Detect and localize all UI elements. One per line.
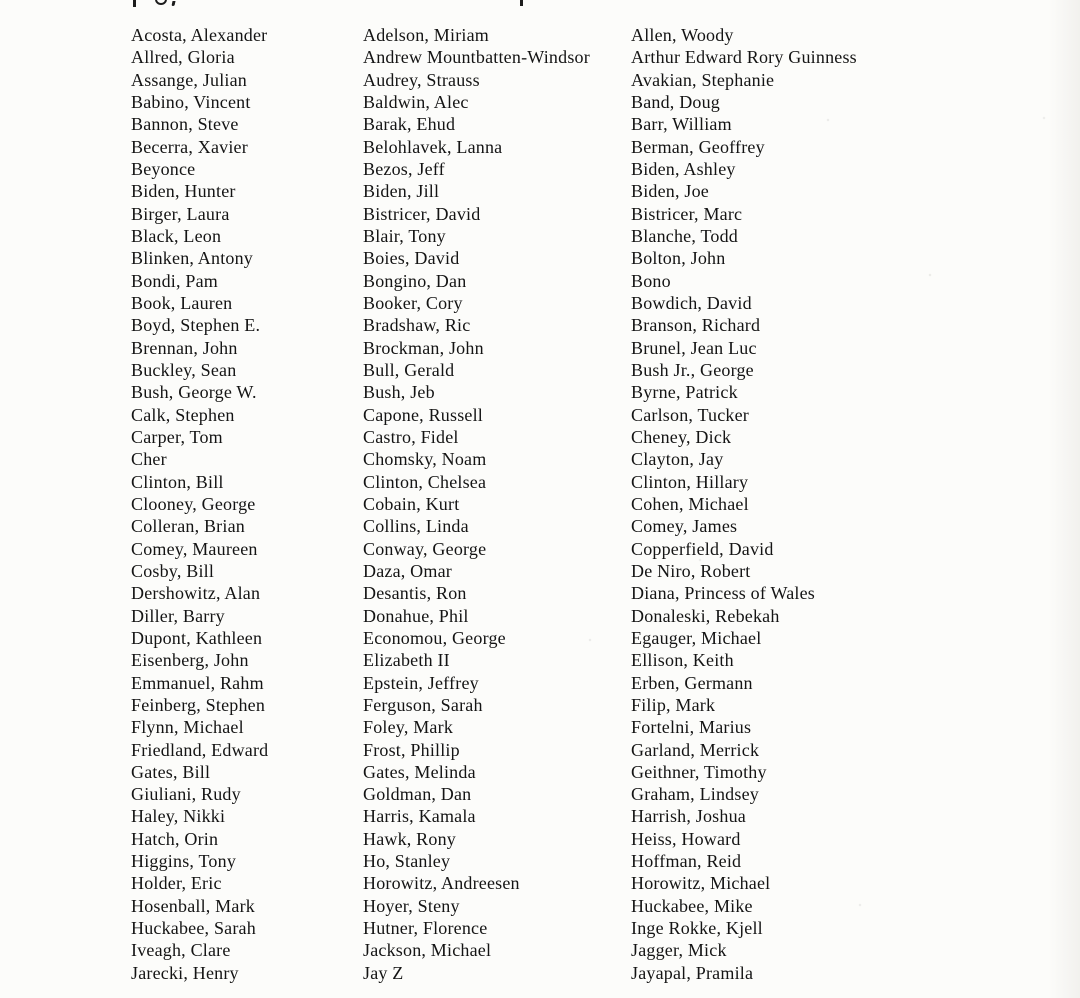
list-item: Boyd, Stephen E. xyxy=(131,315,261,336)
list-item: Bull, Gerald xyxy=(363,359,455,380)
list-item: Bush, Jeb xyxy=(363,382,435,403)
list-item: Conway, George xyxy=(363,538,487,559)
list-item: Donaleski, Rebekah xyxy=(631,605,780,626)
list-item: Feinberg, Stephen xyxy=(131,694,266,715)
list-item: Huckabee, Mike xyxy=(631,895,753,916)
list-item: Beyonce xyxy=(131,158,196,179)
list-item: Hawk, Rony xyxy=(363,828,456,849)
list-item: Ferguson, Sarah xyxy=(363,694,483,715)
list-item: Adelson, Miriam xyxy=(363,25,489,45)
list-item: Geithner, Timothy xyxy=(631,761,767,782)
list-item: Cheney, Dick xyxy=(631,426,732,447)
list-item: Andrew Mountbatten-Windsor xyxy=(363,47,590,68)
list-item: Dershowitz, Alan xyxy=(131,583,261,604)
list-item: Jarecki, Henry xyxy=(131,962,239,983)
list-item: Holder, Eric xyxy=(131,873,222,894)
list-item: Horowitz, Andreesen xyxy=(363,873,520,894)
list-item: Bongino, Dan xyxy=(363,270,467,291)
list-item: Inge Rokke, Kjell xyxy=(631,918,763,939)
list-item: Capone, Russell xyxy=(363,404,483,425)
list-item: Bezos, Jeff xyxy=(363,158,445,179)
list-item: Biden, Ashley xyxy=(631,158,736,179)
list-item: Horowitz, Michael xyxy=(631,873,771,894)
list-item: Gates, Melinda xyxy=(363,761,476,782)
list-item: Epstein, Jeffrey xyxy=(363,672,479,693)
list-item: Ellison, Keith xyxy=(631,650,734,671)
text-descender-mark xyxy=(133,0,136,7)
list-item: Bowdich, David xyxy=(631,292,752,313)
list-item: Belohlavek, Lanna xyxy=(363,136,503,157)
list-item: Babino, Vincent xyxy=(131,91,251,112)
list-item: Filip, Mark xyxy=(631,694,716,715)
list-item: Brockman, John xyxy=(363,337,484,358)
list-item: Audrey, Strauss xyxy=(363,69,480,90)
list-item: Hoyer, Steny xyxy=(363,895,460,916)
list-item: Allred, Gloria xyxy=(131,47,235,68)
list-item: Biden, Jill xyxy=(363,181,440,202)
list-item: Iveagh, Clare xyxy=(131,940,231,961)
list-item: Hoffman, Reid xyxy=(631,851,742,872)
list-item: Bistricer, David xyxy=(363,203,481,224)
list-item: Barak, Ehud xyxy=(363,114,456,135)
list-item: Donahue, Phil xyxy=(363,605,469,626)
list-item: Blinken, Antony xyxy=(131,248,254,269)
list-item: Bono xyxy=(631,270,671,291)
list-item: Eisenberg, John xyxy=(131,650,249,671)
list-item: Garland, Merrick xyxy=(631,739,760,760)
list-item: Cher xyxy=(131,449,167,470)
list-item: Bannon, Steve xyxy=(131,114,239,135)
list-item: Buckley, Sean xyxy=(131,359,237,380)
list-item: Baldwin, Alec xyxy=(363,91,469,112)
list-item: Becerra, Xavier xyxy=(131,136,248,157)
list-item: Giuliani, Rudy xyxy=(131,784,241,805)
list-item: Brennan, John xyxy=(131,337,238,358)
list-item: Emmanuel, Rahm xyxy=(131,672,264,693)
list-item: Hosenball, Mark xyxy=(131,895,255,916)
list-item: Carper, Tom xyxy=(131,426,223,447)
list-item: Diller, Barry xyxy=(131,605,225,626)
name-column-3 xyxy=(631,24,857,984)
list-item: Berman, Geoffrey xyxy=(631,136,765,157)
text-descender-mark xyxy=(171,1,175,6)
list-item: Band, Doug xyxy=(631,91,720,112)
list-item: Higgins, Tony xyxy=(131,851,237,872)
text-descender-mark xyxy=(155,0,167,5)
list-item: Graham, Lindsey xyxy=(631,784,759,805)
list-item: Acosta, Alexander xyxy=(131,25,268,45)
list-item: Book, Lauren xyxy=(131,292,233,313)
list-item: Gates, Bill xyxy=(131,761,211,782)
list-item: Clinton, Bill xyxy=(131,471,224,492)
list-item: Bush, George W. xyxy=(131,382,257,403)
list-item: Goldman, Dan xyxy=(363,784,472,805)
list-item: Jagger, Mick xyxy=(631,940,727,961)
list-item: Boies, David xyxy=(363,248,460,269)
list-item: Black, Leon xyxy=(131,225,222,246)
list-item: Blanche, Todd xyxy=(631,225,738,246)
list-item: Clinton, Hillary xyxy=(631,471,749,492)
list-item: Erben, Germann xyxy=(631,672,753,693)
list-item: Copperfield, David xyxy=(631,538,774,559)
list-item: Dupont, Kathleen xyxy=(131,627,263,648)
list-item: Bistricer, Marc xyxy=(631,203,743,224)
clipped-text-artifact xyxy=(0,0,1080,9)
list-item: Flynn, Michael xyxy=(131,717,244,738)
list-item: Chomsky, Noam xyxy=(363,449,487,470)
list-item: Harrish, Joshua xyxy=(631,806,746,827)
list-item: Bondi, Pam xyxy=(131,270,219,291)
list-item: Diana, Princess of Wales xyxy=(631,583,815,604)
list-item: Clinton, Chelsea xyxy=(363,471,487,492)
list-item: Calk, Stephen xyxy=(131,404,235,425)
list-item: Blair, Tony xyxy=(363,225,446,246)
list-item: Egauger, Michael xyxy=(631,627,762,648)
list-item: Comey, James xyxy=(631,516,738,537)
list-item: Foley, Mark xyxy=(363,717,454,738)
list-item: Byrne, Patrick xyxy=(631,382,738,403)
list-item: Ho, Stanley xyxy=(363,851,451,872)
list-item: Cobain, Kurt xyxy=(363,493,460,514)
list-item: Arthur Edward Rory Guinness xyxy=(631,47,857,68)
list-item: Economou, George xyxy=(363,627,506,648)
list-item: Assange, Julian xyxy=(131,69,247,90)
list-item: Heiss, Howard xyxy=(631,828,741,849)
list-item: Carlson, Tucker xyxy=(631,404,750,425)
list-item: Birger, Laura xyxy=(131,203,230,224)
list-item: Bradshaw, Ric xyxy=(363,315,471,336)
list-item: Huckabee, Sarah xyxy=(131,918,256,939)
list-item: Clooney, George xyxy=(131,493,256,514)
list-item: Comey, Maureen xyxy=(131,538,258,559)
list-item: Bush Jr., George xyxy=(631,359,754,380)
list-item: Cosby, Bill xyxy=(131,560,215,581)
list-item: Booker, Cory xyxy=(363,292,463,313)
list-item: Barr, William xyxy=(631,114,732,135)
text-descender-mark xyxy=(520,0,523,6)
list-item: Jayapal, Pramila xyxy=(631,962,754,983)
list-item: Allen, Woody xyxy=(631,25,734,45)
list-item: Fortelni, Marius xyxy=(631,717,752,738)
list-item: Elizabeth II xyxy=(363,650,450,671)
list-item: Hutner, Florence xyxy=(363,918,488,939)
list-item: Bolton, John xyxy=(631,248,726,269)
list-item: Desantis, Ron xyxy=(363,583,467,604)
name-column-1 xyxy=(131,24,268,984)
list-item: Clayton, Jay xyxy=(631,449,724,470)
list-item: Colleran, Brian xyxy=(131,516,245,537)
list-item: Collins, Linda xyxy=(363,516,469,537)
list-item: Brunel, Jean Luc xyxy=(631,337,757,358)
list-item: Jackson, Michael xyxy=(363,940,492,961)
list-item: Jay Z xyxy=(363,962,404,983)
list-item: Cohen, Michael xyxy=(631,493,749,514)
list-item: Hatch, Orin xyxy=(131,828,219,849)
list-item: Friedland, Edward xyxy=(131,739,269,760)
list-item: Biden, Hunter xyxy=(131,181,236,202)
list-item: Frost, Phillip xyxy=(363,739,460,760)
list-item: Daza, Omar xyxy=(363,560,452,581)
name-column-2 xyxy=(363,24,590,984)
list-item: Avakian, Stephanie xyxy=(631,69,775,90)
list-item: Haley, Nikki xyxy=(131,806,226,827)
list-item: Biden, Joe xyxy=(631,181,709,202)
list-item: Harris, Kamala xyxy=(363,806,476,827)
list-item: De Niro, Robert xyxy=(631,560,751,581)
list-item: Branson, Richard xyxy=(631,315,761,336)
list-item: Castro, Fidel xyxy=(363,426,459,447)
